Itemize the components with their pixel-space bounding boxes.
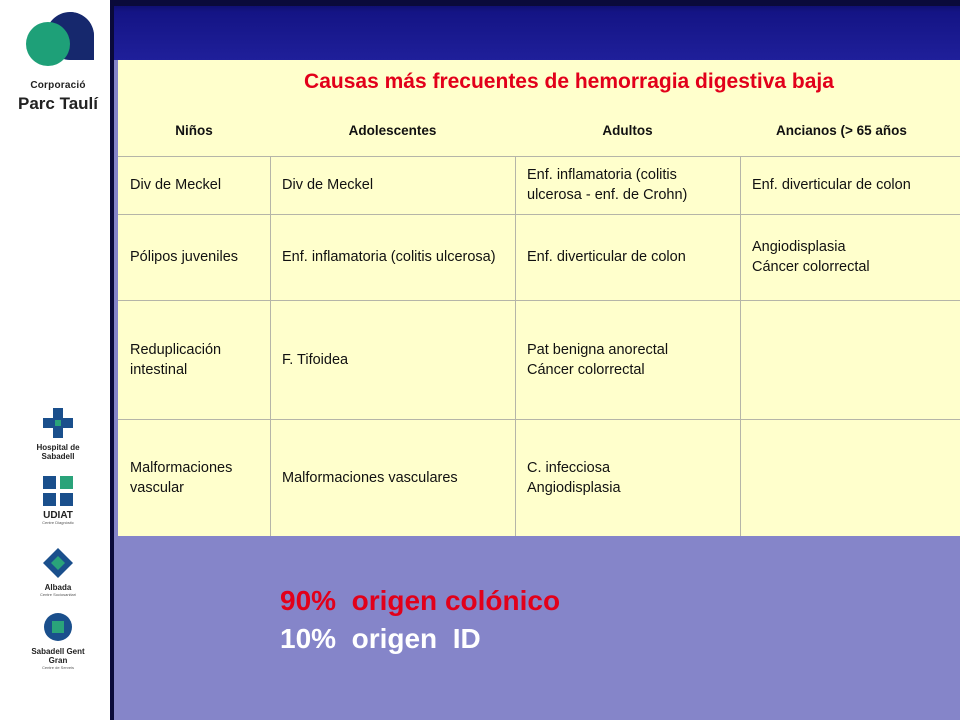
table-cell: C. infecciosa Angiodisplasia (527, 459, 621, 496)
udiat-subtitle: Centre Diagnòstic (42, 520, 74, 525)
logo-text-corporacio: Corporació (30, 80, 86, 91)
table-cell: Malformaciones vascular (130, 459, 233, 496)
table-cell: Angiodisplasia Cáncer colorrectal (752, 239, 870, 275)
table-cell (740, 300, 960, 419)
sabadell-gent-gran-name: Sabadell Gent Gran (31, 647, 85, 665)
header-band (114, 0, 960, 60)
table-header-cell: Adultos (602, 122, 653, 138)
table-cell: Div de Meckel (282, 177, 374, 193)
hospital-sabadell-logo (30, 408, 86, 461)
table-cell: Pat benigna anorectal Cáncer colorrectal (527, 341, 669, 378)
stat-id-origin: 10% origen ID (280, 623, 481, 654)
table-cell: Pólipos juveniles (130, 249, 239, 265)
albada-logo (30, 548, 86, 597)
table-cell: Enf. diverticular de colon (752, 177, 911, 193)
sabadell-gent-gran-logo (30, 612, 86, 670)
parc-tauli-circles-icon (20, 10, 100, 80)
table-grid (118, 104, 960, 536)
table-cell: Enf. inflamatoria (colitis ulcerosa) (282, 249, 496, 265)
logo-text-parc-tauli: Parc Taulí (18, 94, 98, 113)
table-header-cell: Adolescentes (348, 122, 437, 138)
table-cell: Enf. diverticular de colon (527, 249, 686, 265)
stat-colonic-origin: 90% origen colónico (280, 585, 561, 616)
table-title: Causas más frecuentes de hemorragia digestiva baja (304, 70, 834, 93)
udiat-squares-icon (43, 476, 73, 506)
albada-diamond-icon (43, 548, 73, 578)
corporacio-parc-tauli-logo (8, 10, 108, 120)
hospital-sabadell-name: Hospital de Sabadell (36, 443, 80, 461)
causes-table (118, 60, 960, 536)
table-header-cell: Ancianos (> 65 años (776, 122, 907, 138)
table-cell: F. Tifoidea (282, 351, 349, 368)
sabadell-gent-gran-subtitle: Centre de Serveis (41, 665, 74, 670)
albada-subtitle: Centre Sociosanitari (39, 592, 77, 597)
gent-gran-circle-icon (43, 612, 73, 642)
table-cell: Malformaciones vasculares (282, 469, 458, 486)
logo-sidebar (0, 0, 110, 720)
albada-name: Albada (44, 583, 72, 592)
table-cell (740, 419, 960, 536)
sidebar-divider (110, 0, 114, 720)
table-cell: Reduplicación intestinal (130, 341, 222, 378)
hospital-cross-icon (43, 408, 73, 438)
udiat-name: UDIAT (43, 510, 73, 521)
header-band-edge (114, 0, 960, 6)
table-cell: Div de Meckel (130, 177, 222, 193)
table-cell: Enf. inflamatoria (colitis ulcerosa - enf. de Crohn) (527, 167, 688, 203)
table-header-cell: Niños (175, 122, 213, 138)
udiat-logo (30, 476, 86, 525)
